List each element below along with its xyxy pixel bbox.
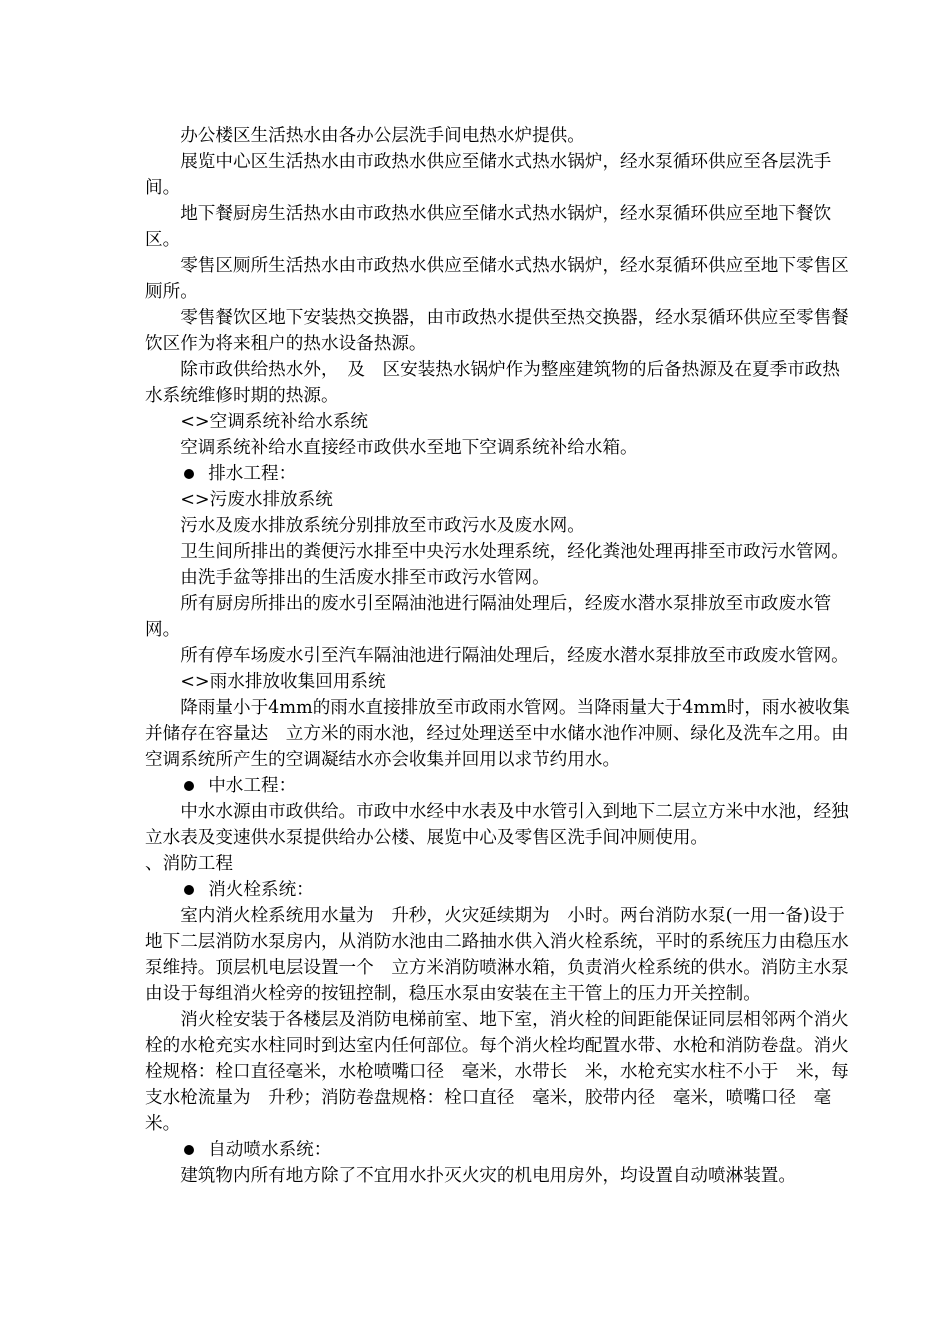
paragraph-kitchen-waste: 所有厨房所排出的废水引至隔油池进行隔油处理后，经废水潜水泵排放至市政废水管网。: [145, 594, 832, 640]
bullet-drainage-label: 排水工程：: [208, 464, 297, 484]
bullet-reclaimed-water-label: 中水工程：: [208, 776, 297, 796]
paragraph-washbasin-waste: 由洗手盆等排出的生活废水排至市政污水管网。: [180, 568, 550, 588]
paragraph-exhibition-hot-water: 展览中心区生活热水由市政热水供应至储水式热水锅炉，经水泵循环供应至各层洗手间。: [145, 152, 832, 198]
paragraph-kitchen-hot-water: 地下餐厨房生活热水由市政热水供应至储水式热水锅炉，经水泵循环供应至地下餐饮区。: [145, 204, 832, 250]
bullet-fire-hydrant: [145, 877, 850, 903]
heading-ac-makeup-water: <>空调系统补给水系统: [180, 412, 369, 432]
bullet-drainage: [145, 461, 850, 487]
paragraph-parking-waste: 所有停车场废水引至汽车隔油池进行隔油处理后，经废水潜水泵排放至市政废水管网。: [180, 646, 849, 666]
paragraph-office-hot-water: 办公楼区生活热水由各办公层洗手间电热水炉提供。: [180, 126, 585, 146]
bullet-sprinkler: [145, 1137, 850, 1163]
heading-fire-protection: 、消防工程: [145, 854, 233, 874]
bullet-dot-icon: [184, 885, 194, 895]
paragraph-backup-heat-source: 除市政供给热水外， 及 区安装热水锅炉作为整座建筑物的后备热源及在夏季市政热水系统维修时期的热源。: [145, 360, 840, 406]
bullet-dot-icon: [184, 1145, 194, 1155]
document-body: [145, 123, 850, 1189]
paragraph-hydrant-flow: 室内消火栓系统用水量为 升秒，火灾延续期为 小时。两台消防水泵(一用一备)设于地下二层消防水泵房内，从消防水池由二路抽水供入消火栓系统，平时的系统压力由稳压水泵维持。顶层机电层设置一个 立方米消防喷淋水箱，负责消火栓系统的供水。消防主水泵由设于每组消火栓旁的按钮控制，稳压水泵由安装在主干管上的压力开关控制。: [145, 906, 849, 1004]
heading-sewage-system: <>污废水排放系统: [180, 490, 333, 510]
bullet-dot-icon: [184, 781, 194, 791]
bullet-sprinkler-label: 自动喷水系统：: [208, 1140, 332, 1160]
paragraph-toilet-sewage: 卫生间所排出的粪便污水排至中央污水处理系统，经化粪池处理再排至市政污水管网。: [180, 542, 849, 562]
paragraph-retail-dining-heat-exchanger: 零售餐饮区地下安装热交换器，由市政热水提供至热交换器，经水泵循环供应至零售餐饮区作为将来租户的热水设备热源。: [145, 308, 849, 354]
heading-rainwater-system: <>雨水排放收集回用系统: [180, 672, 386, 692]
paragraph-ac-makeup-water: 空调系统补给水直接经市政供水至地下空调系统补给水箱。: [180, 438, 638, 458]
paragraph-retail-toilet-hot-water: 零售区厕所生活热水由市政热水供应至储水式热水锅炉，经水泵循环供应至地下零售区厕所。: [145, 256, 849, 302]
bullet-dot-icon: [184, 469, 194, 479]
bullet-reclaimed-water: [145, 773, 850, 799]
paragraph-rainwater: 降雨量小于4mm的雨水直接排放至市政雨水管网。当降雨量大于4mm时，雨水被收集并储存在容量达 立方米的雨水池，经过处理送至中水储水池作冲厕、绿化及洗车之用。由空调系统所产生的空调凝结水亦会收集并回用以求节约用水。: [145, 698, 850, 770]
paragraph-reclaimed-water: 中水水源由市政供给。市政中水经中水表及中水管引入到地下二层立方米中水池，经独立水表及变速供水泵提供给办公楼、展览中心及零售区洗手间冲厕使用。: [145, 802, 849, 848]
bullet-fire-hydrant-label: 消火栓系统：: [208, 880, 314, 900]
paragraph-sewage-separate: 污水及废水排放系统分别排放至市政污水及废水网。: [180, 516, 585, 536]
paragraph-sprinkler: 建筑物内所有地方除了不宜用水扑灭火灾的机电用房外，均设置自动喷淋装置。: [180, 1166, 796, 1186]
paragraph-hydrant-installation: 消火栓安装于各楼层及消防电梯前室、地下室，消火栓的间距能保证同层相邻两个消火栓的水枪充实水柱同时到达室内任何部位。每个消火栓均配置水带、水枪和消防卷盘。消火栓规格：栓口直径毫米，水枪喷嘴口径 毫米，水带长 米，水枪充实水柱不小于 米，每支水枪流量为 升秒；消防卷盘规格：栓口直径 毫米，胶带内径 毫米，喷嘴口径 毫米。: [145, 1010, 849, 1134]
